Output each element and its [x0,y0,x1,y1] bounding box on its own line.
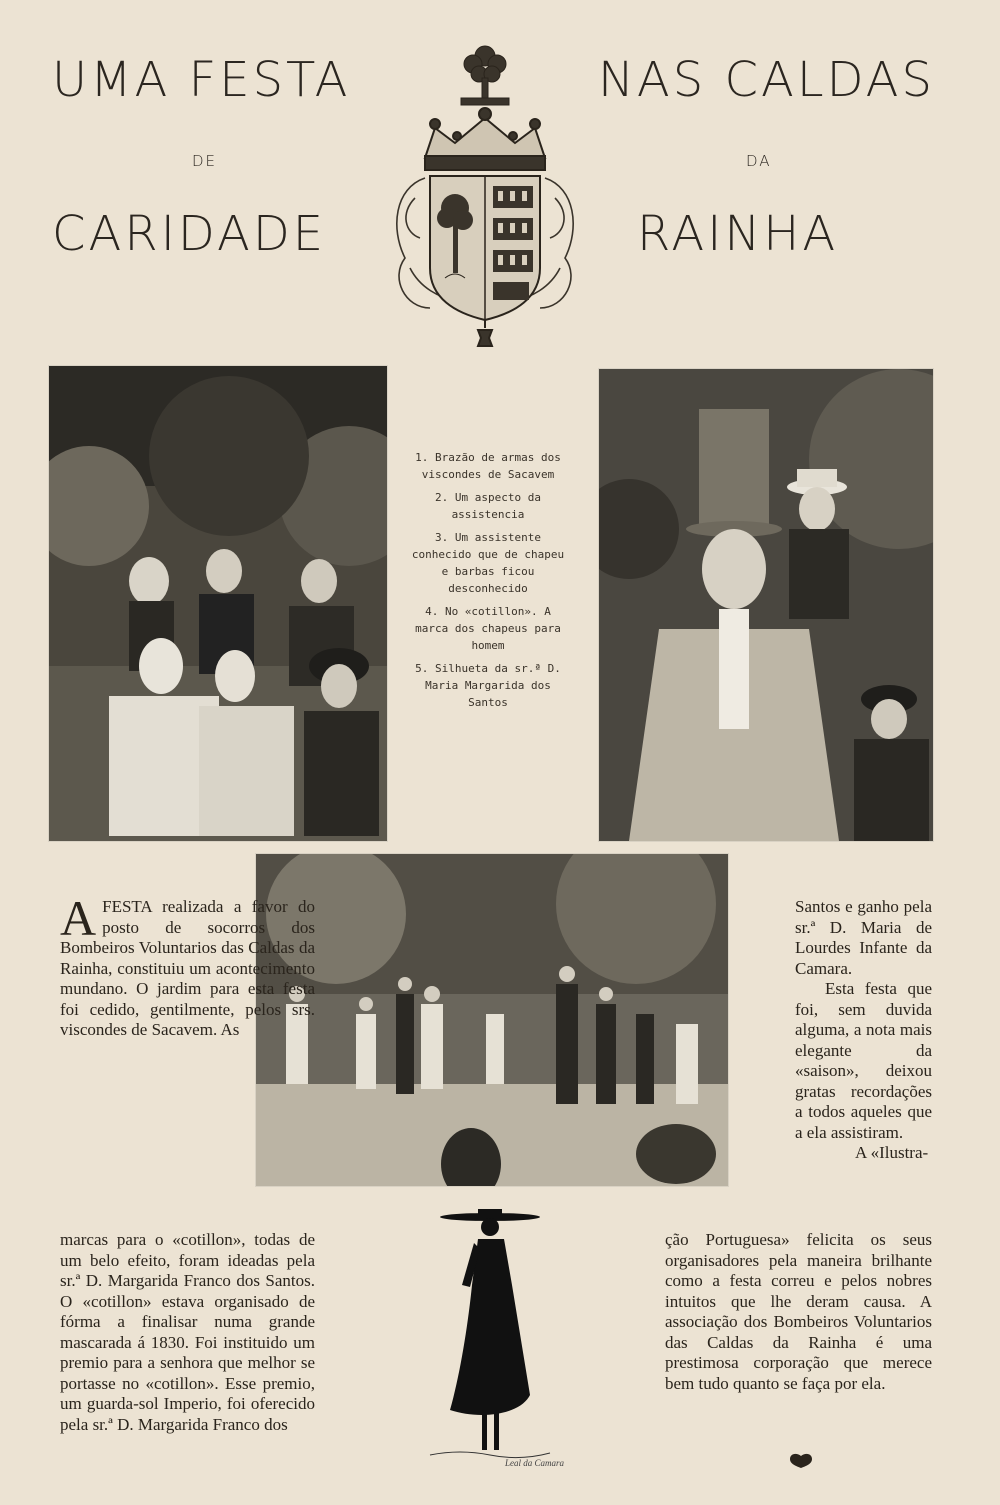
article-right-col-1 [795,897,932,1164]
caption-4: 4. No «cotillon». A marca dos chapeus para homem [415,605,561,652]
article-right-text-3b: ção Portuguesa» felicita os seus organisadores pela maneira brilhante como a festa correu e pelos nobres intuitos que lhe deram causa. A associação dos Bombeiros Voluntarios das Caldas da Rainha é uma prestimosa corporação que merece bem tudo quanto se faça por ela. [665,1230,932,1393]
heading-right-top: NAS CALDAS [598,52,935,108]
silhouette-figure-icon [420,1205,560,1470]
dropcap: A [60,890,97,946]
article-right-col-2 [665,1230,932,1394]
end-ornament-icon [788,1452,814,1470]
heading-left-bottom: CARIDADE [52,206,327,262]
photo-assistente-chapeu [598,368,934,842]
caption-5: 5. Silhueta da sr.ª D. Maria Margarida dos Santos [415,662,561,709]
article-left-text-2: marcas para o «cotillon», todas de um belo efeito, foram ideadas pela sr.ª D. Margarida Franco dos Santos. O «cotillon» estava organisado de fórma a finalisar numa grande mascarada á 1830. Foi instituido um premio para a senhora que melhor se portasse no «cotillon». Esse premio, um guarda-sol Imperio, foi oferecido pela sr.ª D. Margarida Franco dos [60,1230,315,1434]
coat-of-arms-icon [385,38,585,353]
heading-left-top: UMA FESTA [52,52,351,108]
photo-assistencia [48,365,388,842]
heading-left-mid: DE [192,152,218,170]
heading-right-mid: DA [746,152,772,170]
article-right-text-2: Esta festa que foi, sem duvida alguma, a nota mais elegante da «saison», deixou gratas recordações a todos aqueles que a ela assistiram. [795,979,932,1142]
article-left-text-1: FESTA realizada a favor do posto de socorros dos Bombeiros Voluntarios das Caldas da Rainha, constituiu um acontecimento mundano. O jardim para esta festa foi cedido, gentilmente, pelos srs. viscondes de Sacavem. As [60,897,315,1039]
caption-1: 1. Brazão de armas dos viscondes de Sacavem [415,451,561,481]
heading-right-bottom: RAINHA [637,206,839,262]
caption-3: 3. Um assistente conhecido que de chapeu e barbas ficou desconhecido [411,531,565,595]
captions-list [408,449,568,717]
photo-cotillon [255,853,729,1187]
article-right-text-1: Santos e ganho pela sr.ª D. Maria de Lourdes Infante da Camara. [795,897,932,978]
article-right-text-3a: A «Ilustra- [855,1143,929,1162]
caption-2: 2. Um aspecto da assistencia [435,491,541,521]
silhouette-signature: Leal da Camara [505,1458,565,1468]
article-left-col-2 [60,1230,315,1435]
article-left-col-1 [60,890,315,1041]
